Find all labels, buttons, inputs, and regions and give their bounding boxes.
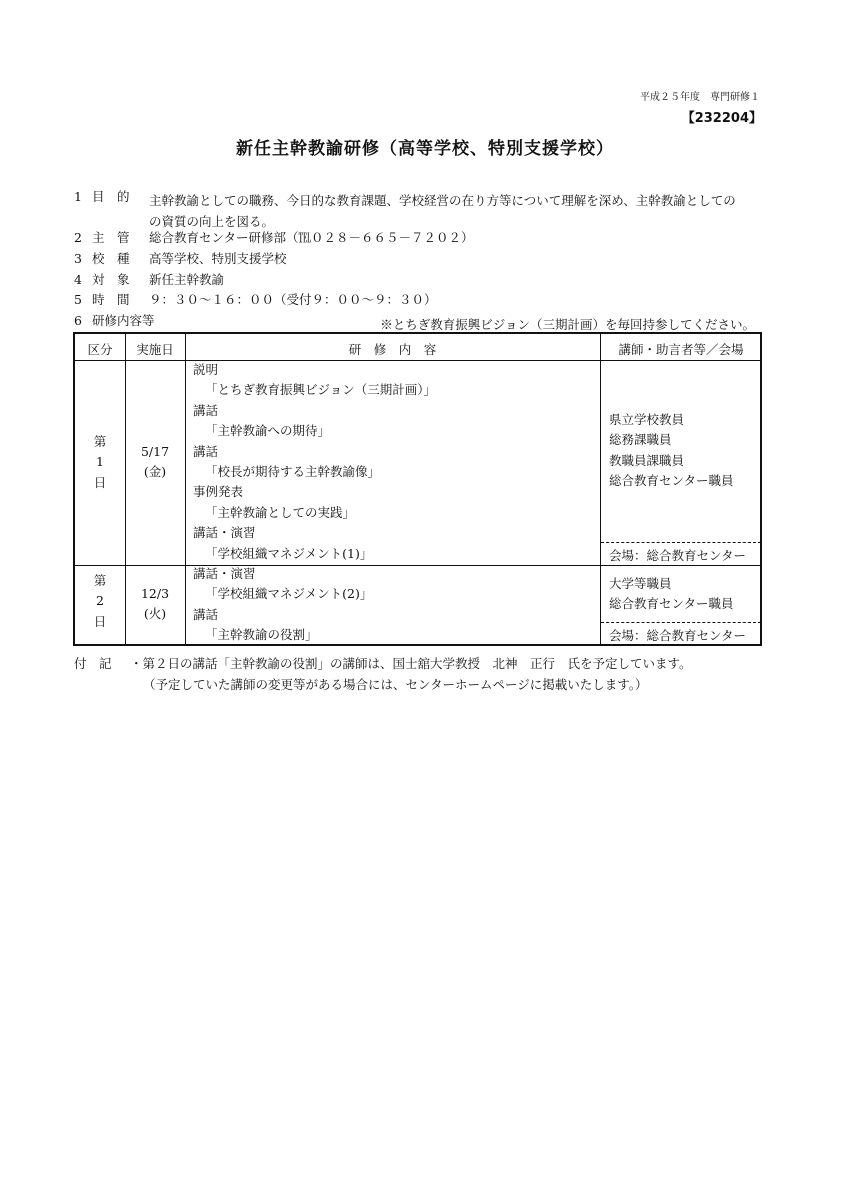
page-title: 新任主幹教諭研修（高等学校、特別支援学校） <box>236 139 614 159</box>
item-label: 目 的 <box>92 189 130 204</box>
date-text: 5/17 <box>140 444 170 459</box>
day-2-content <box>193 564 372 646</box>
day-1-division <box>75 432 125 493</box>
header-meta: 平成２５年度 専門研修１ <box>640 92 760 103</box>
day-2-date <box>125 584 185 625</box>
day-1-date <box>125 442 185 483</box>
header-content: 研 修 内 容 <box>348 342 437 357</box>
session-title: 「学校組織マネジメント(1)」 <box>205 545 373 561</box>
division-char: 第 <box>93 573 107 588</box>
session-title: 「主幹教諭への期待」 <box>205 423 331 439</box>
bring-vision-note: ※とちぎ教育振興ビジョン（三期計画）を毎回持参してください。 <box>380 317 755 332</box>
weekday-text: (金) <box>143 464 167 480</box>
lecturer: 大学等職員 <box>609 576 672 591</box>
lecturer: 総合教育センター職員 <box>609 473 734 489</box>
item-number: 1 <box>74 189 82 204</box>
day-1-venue: 会場：総合教育センター <box>609 548 747 563</box>
session-type: 事例発表 <box>193 484 244 500</box>
item-purpose <box>74 191 149 204</box>
footer-note-1: ・第２日の講話「主幹教諭の役割」の講師は、国士舘大学教授 北神 正行 氏を予定しています。 <box>130 656 692 671</box>
item-school-type <box>74 253 287 266</box>
division-char: 日 <box>93 474 107 490</box>
session-title: 「学校組織マネジメント(2)」 <box>205 586 373 602</box>
day-1-content <box>193 360 436 564</box>
division-char: 日 <box>93 613 107 629</box>
item-label: 時 間 <box>92 292 130 307</box>
item-contents <box>74 315 167 328</box>
item-text: 総合教育センター研修部（℡０２８－６６５－７２０２） <box>149 230 474 245</box>
day-2-division <box>75 571 125 632</box>
division-char: 第 <box>93 434 107 449</box>
item-number: 6 <box>74 313 82 328</box>
session-type: 講話・演習 <box>193 525 256 541</box>
session-title: 「主幹教諭としての実践」 <box>205 504 356 520</box>
lecturer: 総合教育センター職員 <box>609 596 734 612</box>
item-time <box>74 294 437 307</box>
item-number: 5 <box>74 292 82 307</box>
item-target <box>74 274 224 287</box>
header-lecturer-venue: 講師・助言者等／会場 <box>618 342 744 357</box>
purpose-line-1: 主幹教諭としての職務、今日的な教育課題、学校経営の在り方等について理解を深め、主幹教諭としての <box>149 193 736 208</box>
schedule-table <box>73 332 762 646</box>
item-label: 対 象 <box>92 272 130 287</box>
item-number: 3 <box>74 251 82 266</box>
division-char: 1 <box>96 454 104 470</box>
header-division: 区分 <box>87 342 113 357</box>
day-2-venue: 会場：総合教育センター <box>609 628 747 643</box>
lecturer: 総務課職員 <box>609 432 672 448</box>
session-type: 講話 <box>193 402 219 418</box>
session-type: 講話 <box>193 606 219 622</box>
weekday-text: (火) <box>143 606 167 622</box>
division-char: 2 <box>96 593 104 609</box>
footer-label: 付 記 <box>74 656 112 671</box>
day-2-lecturers <box>609 574 734 615</box>
session-type: 講話・演習 <box>193 566 256 581</box>
course-code: 【232204】 <box>681 111 762 126</box>
purpose-line-2: の資質の向上を図る。 <box>149 214 275 229</box>
item-number: 4 <box>74 272 82 287</box>
header-date: 実施日 <box>136 342 174 357</box>
session-title: 「校長が期待する主幹教諭像」 <box>205 463 381 479</box>
footer-note-2: （予定していた講師の変更等がある場合には、センターホームページに掲載いたします。） <box>143 677 648 692</box>
item-label: 主 管 <box>92 230 130 245</box>
item-management <box>74 232 474 245</box>
date-text: 12/3 <box>140 586 170 601</box>
session-title: 「とちぎ教育振興ビジョン（三期計画）」 <box>205 382 437 398</box>
lecturer: 教職員課職員 <box>609 452 685 468</box>
item-text: 高等学校、特別支援学校 <box>149 251 287 266</box>
session-type: 説明 <box>193 362 219 377</box>
day-1-lecturers <box>609 410 734 492</box>
lecturer: 県立学校教員 <box>609 412 685 427</box>
item-label: 校 種 <box>92 251 130 266</box>
session-type: 講話 <box>193 443 219 459</box>
item-text: 新任主幹教諭 <box>149 272 225 287</box>
item-label: 研修内容等 <box>92 313 155 328</box>
item-number: 2 <box>74 230 82 245</box>
item-text: ９：３０～１６：００（受付９：００～９：３０） <box>149 292 437 307</box>
session-title: 「主幹教諭の役割」 <box>205 627 318 643</box>
